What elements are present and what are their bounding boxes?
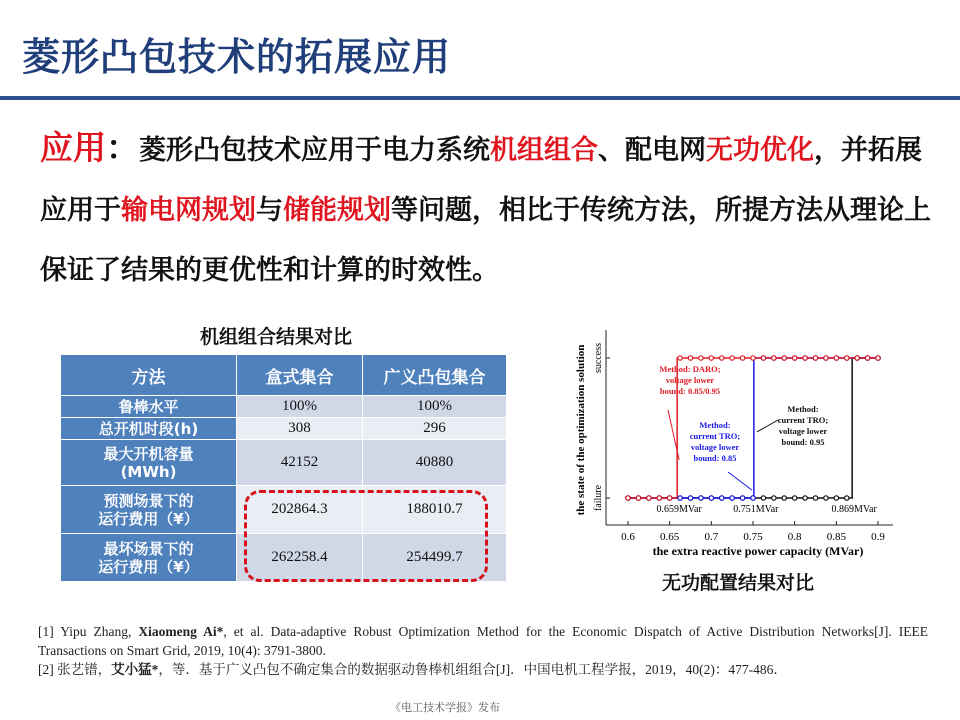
series-annotation: Method: xyxy=(787,404,819,414)
body-segment: ，并拓展应用于 xyxy=(40,135,922,226)
table-cell: 42152 xyxy=(237,440,363,486)
series-annotation: bound: 0.95 xyxy=(781,437,825,447)
row-header xyxy=(61,486,237,534)
table-row xyxy=(61,396,507,418)
series-marker xyxy=(657,496,661,500)
series-marker xyxy=(740,356,744,360)
reference-text: ，等．基于广义凸包不确定集合的数据驱动鲁棒机组组合[J]．中国电机工程学报，2019，40(2)：477-486． xyxy=(158,662,787,677)
column-header: 广义凸包集合 xyxy=(363,355,507,396)
table-cell: 296 xyxy=(363,418,507,440)
reference-text: [1] Yipu Zhang, xyxy=(38,624,139,639)
series-marker xyxy=(813,496,817,500)
series-marker xyxy=(751,496,755,500)
series-marker xyxy=(782,356,786,360)
series-marker xyxy=(678,356,682,360)
table-cell: 100% xyxy=(237,396,363,418)
reference-author: Xiaomeng Ai* xyxy=(138,624,224,639)
series-marker xyxy=(720,496,724,500)
reference-2 xyxy=(38,660,928,679)
references xyxy=(38,622,928,679)
series-marker xyxy=(772,356,776,360)
table-cell: 100% xyxy=(363,396,507,418)
x-tick-label: 0.7 xyxy=(704,531,719,543)
table-row xyxy=(61,418,507,440)
point-label: 0.869MVar xyxy=(831,504,877,515)
series-marker xyxy=(761,356,765,360)
series-annotation: voltage lower xyxy=(690,442,740,452)
series-marker xyxy=(688,356,692,360)
body-paragraph xyxy=(40,118,940,301)
series-annotation: bound: 0.85/0.95 xyxy=(659,386,721,396)
row-header xyxy=(61,534,237,582)
series-marker xyxy=(751,356,755,360)
reference-text: , et al. Data-adaptive Robust Optimization Method for the Economic Dispatch of Active Distribution Networks[J]. IEEE Transactions on Smart Grid, 2019, 10(4): 3791-3800. xyxy=(38,624,928,658)
series-annotation: Method: xyxy=(699,420,731,430)
series-marker xyxy=(709,496,713,500)
table-row xyxy=(61,440,507,486)
highlight-storage-planning: 储能规划 xyxy=(283,195,391,226)
series-annotation: voltage lower xyxy=(778,426,828,436)
series-annotation: bound: 0.85 xyxy=(693,453,737,463)
series-marker xyxy=(824,496,828,500)
reference-author: 艾小猛* xyxy=(111,662,159,677)
row-header-line: 运行费用（¥） xyxy=(98,509,199,528)
series-marker xyxy=(792,496,796,500)
reference-text: [2] 张艺镨， xyxy=(38,662,112,677)
series-marker xyxy=(813,356,817,360)
x-tick-label: 0.75 xyxy=(743,531,763,543)
table-cell: 254499.7 xyxy=(363,534,507,582)
series-marker xyxy=(740,496,744,500)
highlight-dashed-box xyxy=(244,490,488,582)
body-segment: 菱形凸包技术应用于电力系统 xyxy=(139,135,490,166)
highlight-transmission-planning: 输电网规划 xyxy=(121,195,256,226)
series-annotation: voltage lower xyxy=(665,375,715,385)
x-tick-label: 0.65 xyxy=(660,531,680,543)
series-marker xyxy=(782,496,786,500)
slide-title: 菱形凸包技术的拓展应用 xyxy=(22,35,452,79)
series-marker xyxy=(730,496,734,500)
y-tick-label: success xyxy=(593,343,604,373)
table-caption: 机组组合结果对比 xyxy=(200,326,353,348)
reactive-power-chart xyxy=(568,320,898,570)
series-marker xyxy=(678,496,682,500)
series-marker xyxy=(730,356,734,360)
series-marker xyxy=(803,496,807,500)
highlight-unit-commitment: 机组组合 xyxy=(490,135,598,166)
series-marker xyxy=(824,356,828,360)
lead-colon: ： xyxy=(106,128,139,167)
row-header-line: 预测场景下的 xyxy=(103,491,194,510)
point-label: 0.659MVar xyxy=(656,504,702,515)
row-header xyxy=(61,440,237,486)
x-tick-label: 0.9 xyxy=(871,531,885,543)
series-marker xyxy=(803,356,807,360)
reference-1 xyxy=(38,622,928,660)
x-tick-label: 0.8 xyxy=(787,531,802,543)
x-tick-label: 0.6 xyxy=(621,531,635,543)
y-tick-label: failure xyxy=(593,484,604,512)
row-header-line: 最坏场景下的 xyxy=(103,539,194,558)
table-cell: 188010.7 xyxy=(363,486,507,534)
body-segment: 、配电网 xyxy=(598,135,706,166)
title-divider xyxy=(0,96,960,100)
series-annotation: current TRO; xyxy=(777,415,829,425)
lead-label: 应用 xyxy=(40,128,106,167)
annotation-arrow xyxy=(757,420,778,432)
series-marker xyxy=(667,496,671,500)
series-marker xyxy=(709,356,713,360)
row-header-line: 运行费用（¥） xyxy=(98,557,199,576)
table-cell: 262258.4 xyxy=(237,534,363,582)
table-cell: 308 xyxy=(237,418,363,440)
series-annotation: Method: DARO; xyxy=(659,364,721,374)
annotation-arrow xyxy=(728,472,752,490)
row-header-line: (MWh) xyxy=(120,462,177,481)
table-cell: 202864.3 xyxy=(237,486,363,534)
series-marker xyxy=(699,496,703,500)
series-marker xyxy=(834,496,838,500)
series-marker xyxy=(845,496,849,500)
series-marker xyxy=(772,496,776,500)
column-header: 方法 xyxy=(61,355,237,396)
series-marker xyxy=(792,356,796,360)
y-axis-label: the state of the optimization solution xyxy=(575,344,587,516)
x-tick-label: 0.85 xyxy=(826,531,846,543)
table-header-row xyxy=(61,355,507,396)
row-header: 总开机时段(h) xyxy=(61,418,237,440)
series-marker xyxy=(636,496,640,500)
series-marker xyxy=(647,496,651,500)
series-marker xyxy=(720,356,724,360)
highlight-reactive-optimization: 无功优化 xyxy=(706,135,814,166)
series-marker xyxy=(845,356,849,360)
x-axis-label: the extra reactive power capacity (MVar) xyxy=(652,544,864,558)
row-header-line: 最大开机容量 xyxy=(103,444,194,463)
series-marker xyxy=(855,356,859,360)
footer-publisher: 《电工技术学报》发布 xyxy=(390,701,500,714)
series-marker xyxy=(865,356,869,360)
series-marker xyxy=(876,356,880,360)
point-label: 0.751MVar xyxy=(733,504,779,515)
series-marker xyxy=(834,356,838,360)
column-header: 盒式集合 xyxy=(237,355,363,396)
row-header: 鲁棒水平 xyxy=(61,396,237,418)
series-marker xyxy=(688,496,692,500)
chart-caption: 无功配置结果对比 xyxy=(662,572,815,594)
series-marker xyxy=(626,496,630,500)
body-segment: 等问题，相比于传统方法，所提方法从理论上保证了结果的更优性和计算的时效性。 xyxy=(40,195,931,286)
series-marker xyxy=(699,356,703,360)
body-segment: 与 xyxy=(256,195,283,226)
table-cell: 40880 xyxy=(363,440,507,486)
series-marker xyxy=(761,496,765,500)
series-annotation: current TRO; xyxy=(689,431,741,441)
